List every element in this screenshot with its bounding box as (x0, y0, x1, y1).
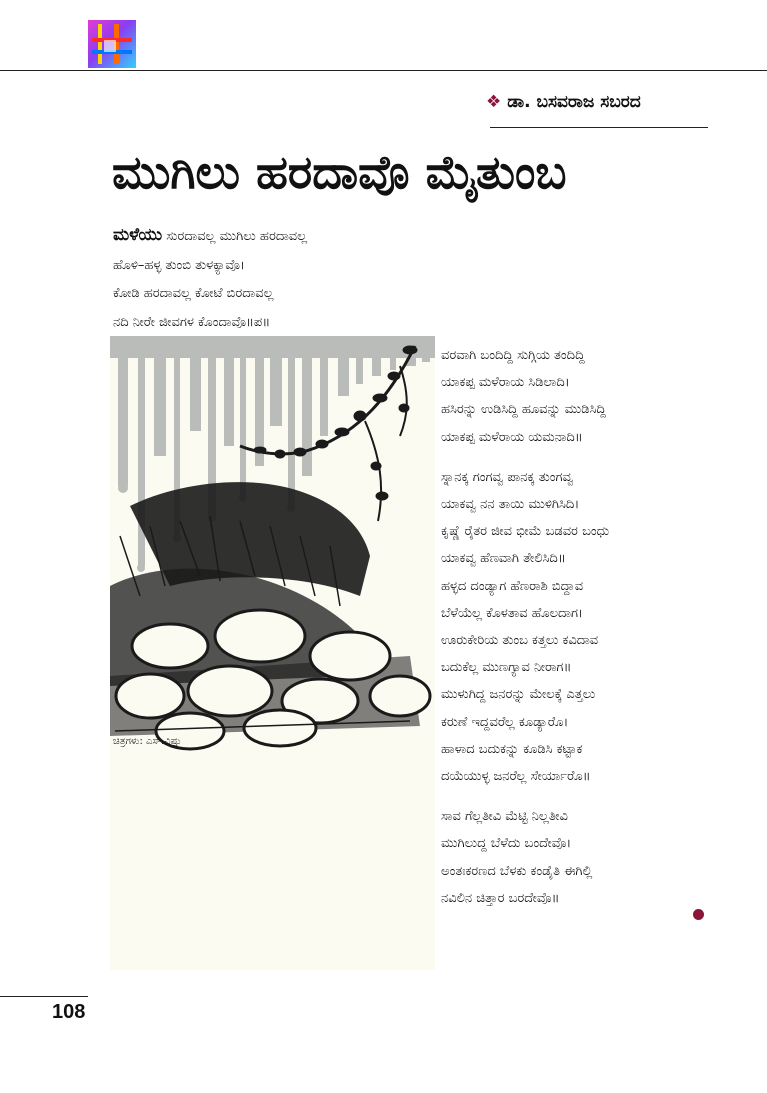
author-name: ಡಾ. ಬಸವರಾಜ ಸಬರದ (507, 92, 641, 112)
poem-line: ಹಾಳಾದ ಬದುಕನ್ನು ಕೂಡಿಸಿ ಕಟ್ಟಾಕ (441, 741, 583, 757)
poem-title: ಮುಗಿಲು ಹರದಾವೊ ಮೈತುಂಬ (112, 145, 567, 199)
poem-line: ಯಾಕಪ್ಪ ಮಳೆರಾಯ ಯಮನಾದಿ॥ (441, 429, 583, 445)
poem-line: ಹಳ್ಳದ ದಂಡ್ಯಾಗ ಹೆಣರಾಶಿ ಬಿದ್ದಾವ (441, 578, 584, 594)
refrain-line (113, 221, 443, 252)
author-rule (490, 127, 708, 128)
end-mark-dot (693, 909, 704, 920)
poem-line: ಸಾವ ಗೆಲ್ಲತೀವಿ ಮೆಟ್ಟಿ ನಿಲ್ಲತೀವಿ (441, 809, 568, 825)
header-rule (0, 70, 767, 71)
page-number: 108 (52, 1001, 86, 1023)
stanza (441, 342, 741, 451)
poem-line: ಸ್ನಾನಕ್ಕ ಗಂಗವ್ವ ಪಾನಕ್ಕ ತುಂಗವ್ವ (441, 469, 574, 485)
poem-line: ಯಾಕವ್ವ ಹೆಣವಾಗಿ ತೇಲಿಸಿದಿ॥ (441, 551, 566, 567)
illustration-credit: ಚಿತ್ರಗಳು: ಎಸ್.ವಿಷ್ಣು (113, 736, 182, 747)
poem-line: ಬೆಳೆಯೆಲ್ಲ ಕೊಳತಾವ ಹೊಲದಾಗ। (441, 605, 583, 621)
magazine-logo-icon (88, 20, 136, 68)
poem-line: ಹಸಿರನ್ನು ಉಡಿಸಿದ್ದಿ ಹೂವನ್ನು ಮುಡಿಸಿದ್ದಿ (441, 402, 606, 418)
author-byline (486, 92, 641, 112)
poem-line: ಕೃಷ್ಣೆ ರೈತರ ಜೀವ ಭೀಮೆ ಬಡವರ ಬಂಧು (441, 524, 610, 540)
footer-rule (0, 996, 88, 997)
flood-illustration-art (110, 336, 435, 970)
poem-line: ವರವಾಗಿ ಬಂದಿದ್ದಿ ಸುಗ್ಗಿಯ ತಂದಿದ್ದಿ (441, 348, 585, 363)
poem-line: ಮುಗಿಲುದ್ದ ಬೆಳೆದು ಬಂದೇವೊ। (441, 836, 572, 852)
poem-line: ಯಾಕಪ್ಪ ಮಳೆರಾಯ ಸಿಡಿಲಾದಿ। (441, 375, 570, 391)
poem-refrain (113, 221, 443, 337)
poem-line: ನವಿಲಿನ ಚಿತ್ತಾರ ಬರದೇವೊ॥ (441, 890, 560, 906)
poem-line: ಬದುಕೆಲ್ಲ ಮುಣಗ್ಯಾವ ನೀರಾಗ॥ (441, 660, 572, 676)
poem-line: ಅಂತಃಕರಣದ ಬೆಳಕು ಕಂಡೈತಿ ಈಗಿಲ್ಲಿ (441, 863, 593, 879)
poem-line: ಊರುಕೇರಿಯ ತುಂಬ ಕತ್ತಲು ಕವಿದಾವ (441, 633, 599, 649)
stanza (441, 803, 741, 912)
poem-line: ಯಾಕವ್ವ ನನ ತಾಯಿ ಮುಳಿಗಿಸಿದಿ। (441, 497, 580, 513)
poem-body (441, 342, 741, 925)
flood-illustration (110, 336, 435, 970)
poem-line: ಮುಳುಗಿದ್ದ ಜನರನ್ನು ಮೇಲಕ್ಕೆ ಎತ್ತಲು (441, 687, 596, 703)
refrain-line: ನದಿ ನೀರೇ ಜೀವಗಳ ಕೊಂದಾವೊ॥ಪ॥ (113, 314, 271, 330)
refrain-first-line-rest: ಸುರದಾವಲ್ಲ ಮುಗಿಲು ಹರದಾವಲ್ಲ (162, 229, 308, 244)
poem-line: ದಯೆಯುಳ್ಳ ಜನರೆಲ್ಲ ಸೇರ್ಯಾರೊ॥ (441, 769, 591, 785)
refrain-first-word: ಮಳೆಯು (113, 225, 163, 245)
poem-line: ಕರುಣೆ ಇದ್ದವರೆಲ್ಲ ಕೂಡ್ಯಾರೊ। (441, 714, 569, 730)
stanza (441, 464, 741, 790)
diamond-bullet-icon: ❖ (486, 92, 502, 112)
refrain-line: ಹೊಳಿ–ಹಳ್ಳ ತುಂಬಿ ತುಳಕ್ಯಾವೊ। (113, 257, 245, 273)
refrain-line: ಕೋಡಿ ಹರದಾವಲ್ಲ ಕೋಟೆ ಬಿರದಾವಲ್ಲ (113, 286, 274, 301)
